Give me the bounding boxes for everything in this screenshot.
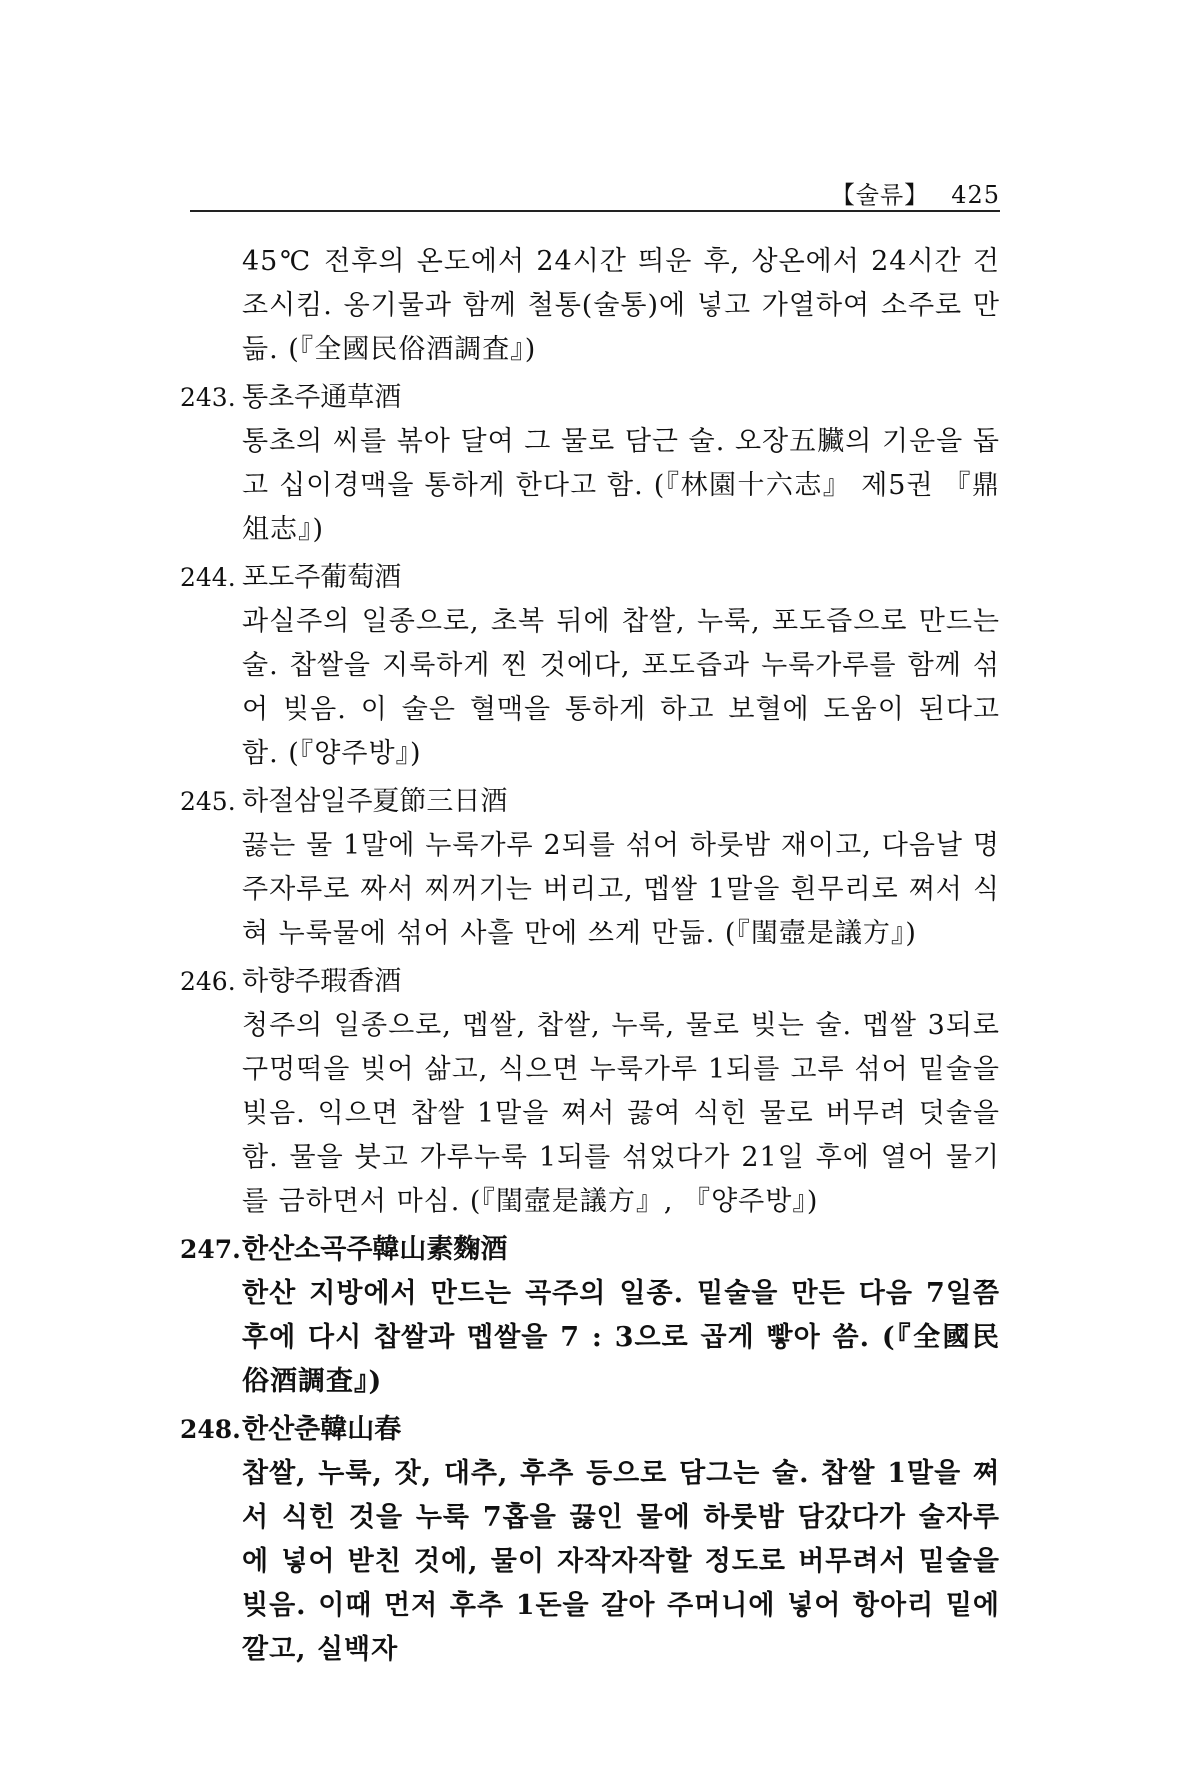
entry-248: [180, 1408, 1000, 1672]
entry-text: 찹쌀, 누룩, 잣, 대추, 후추 등으로 담그는 술. 찹쌀 1말을 쪄서 식힌 것을 누룩 7홉을 끓인 물에 하룻밤 담갔다가 술자루에 넣어 받친 것에, 물이 자작자작할 정도로 버무려서 밑술을 빚음. 이때 먼저 후추 1돈을 갈아 주머니에 넣어 항아리 밑에 깔고, 실백자: [242, 1458, 1000, 1665]
entry-text: 청주의 일종으로, 멥쌀, 찹쌀, 누룩, 물로 빚는 술. 멥쌀 3되로 구멍떡을 빚어 삶고, 식으면 누룩가루 1되를 고루 섞어 밑술을 빚음. 익으면 찹쌀 1말을 쪄서 끓여 식힌 물로 버무려 덧술을 함. 물을 붓고 가루누룩 1되를 섞었다가 21일 후에 열어 물기를 금하면서 마심. (『閨壼是議方』, 『양주방』): [242, 1010, 1000, 1217]
entry-headword: 한산춘韓山春: [242, 1414, 402, 1445]
entry-243: [180, 376, 1000, 552]
entry-text: 한산 지방에서 만드는 곡주의 일종. 밑술을 만든 다음 7일쯤 후에 다시 찹쌀과 멥쌀을 7 : 3으로 곱게 빻아 씀. (『全國民俗酒調査』): [242, 1278, 1000, 1397]
entry-headword: 포도주葡萄酒: [242, 562, 402, 593]
entry-text: 과실주의 일종으로, 초복 뒤에 찹쌀, 누룩, 포도즙으로 만드는 술. 찹쌀을 지룩하게 찐 것에다, 포도즙과 누룩가루를 함께 섞어 빚음. 이 술은 혈맥을 통하게 하고 보혈에 도움이 된다고 함. (『양주방』): [242, 606, 1000, 769]
entry-244: [180, 556, 1000, 776]
page-number: 425: [951, 181, 1000, 209]
entry-headword: 통초주通草酒: [242, 382, 402, 413]
entry-number: 243.: [180, 383, 236, 412]
page-body: [180, 240, 1000, 1672]
entry-number: 244.: [180, 563, 236, 592]
entry-247: [180, 1228, 1000, 1404]
entry-number: 245.: [180, 787, 236, 816]
continued-paragraph: 45℃ 전후의 온도에서 24시간 띄운 후, 상온에서 24시간 건조시킴. 옹기물과 함께 철통(술통)에 넣고 가열하여 소주로 만듦. (『全國民俗酒調査』): [242, 246, 1000, 365]
entry-headword: 한산소곡주韓山素麴酒: [242, 1234, 508, 1265]
entry-245: [180, 780, 1000, 956]
entry-246: [180, 960, 1000, 1224]
entry-headword: 하절삼일주夏節三日酒: [242, 786, 508, 817]
entry-headword: 하향주瑕香酒: [242, 966, 402, 997]
entry-number: 248.: [180, 1415, 241, 1444]
header-rule: [190, 210, 1000, 212]
entry-number: 246.: [180, 967, 236, 996]
entry-text: 통초의 씨를 볶아 달여 그 물로 담근 술. 오장五臟의 기운을 돕고 십이경맥을 통하게 한다고 함. (『林園十六志』 제5권 『鼎俎志』): [242, 426, 1000, 545]
running-header: [190, 175, 1000, 210]
entry-text: 끓는 물 1말에 누룩가루 2되를 섞어 하룻밤 재이고, 다음날 명주자루로 짜서 찌꺼기는 버리고, 멥쌀 1말을 흰무리로 쪄서 식혀 누룩물에 섞어 사흘 만에 쓰게 만듦. (『閨壼是議方』): [242, 830, 1000, 949]
entry-number: 247.: [180, 1235, 241, 1264]
section-label: 【술류】: [830, 181, 930, 209]
